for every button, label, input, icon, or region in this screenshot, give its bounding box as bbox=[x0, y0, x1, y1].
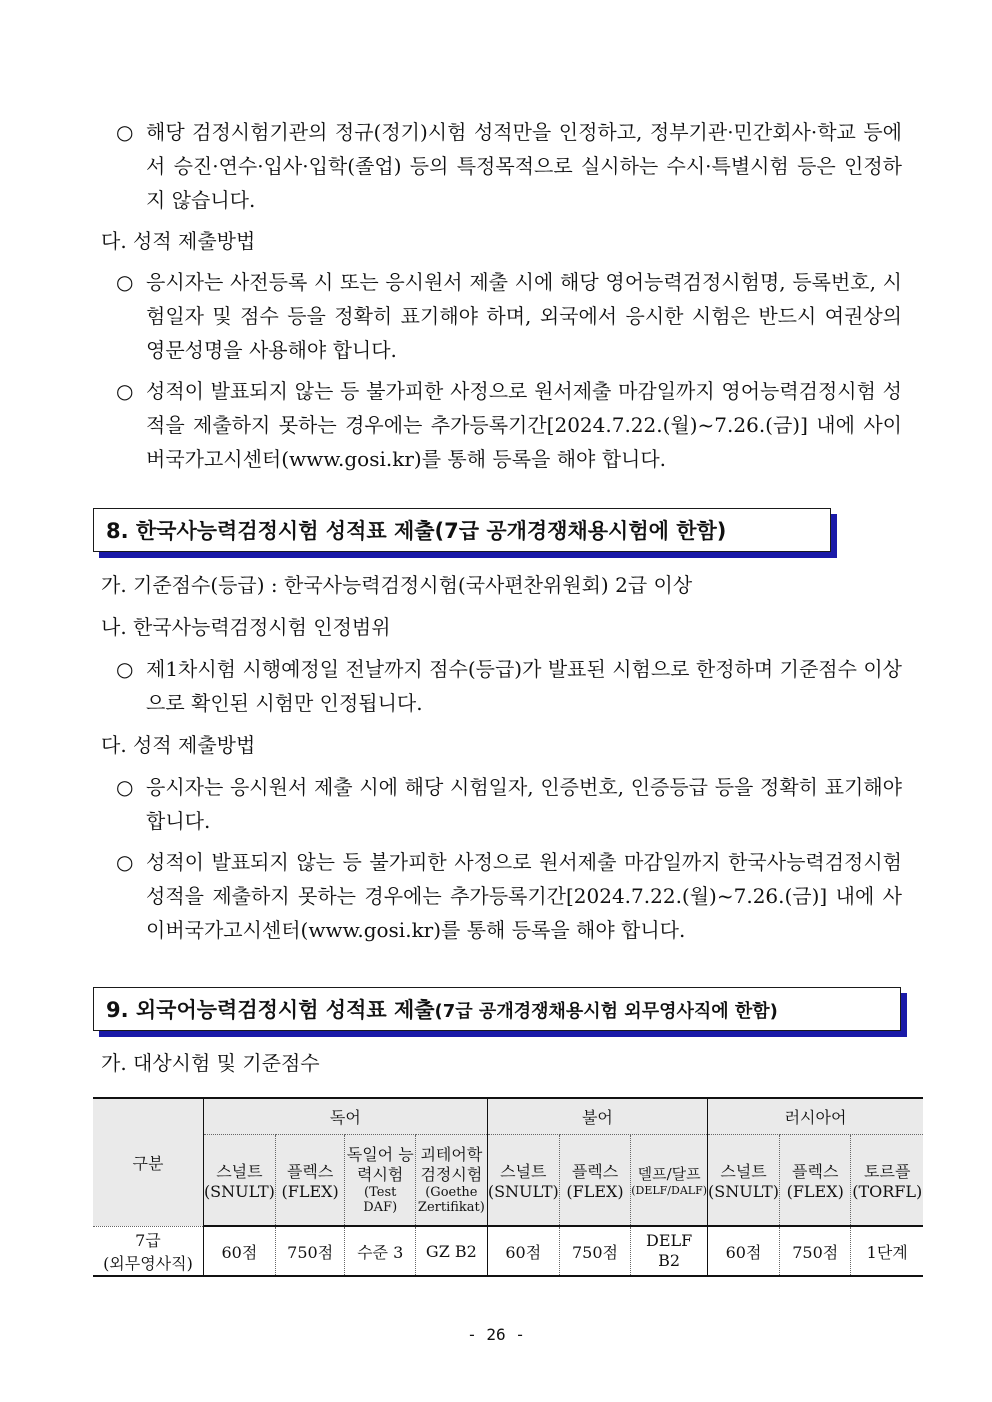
test-header-cell: 스널트 (SNULT) bbox=[203, 1134, 275, 1226]
score-cell: 750점 bbox=[275, 1226, 345, 1276]
score-cell: 1단계 bbox=[851, 1226, 923, 1276]
bullet-icon: ○ bbox=[116, 657, 134, 681]
page-number: - 26 - bbox=[467, 1325, 525, 1344]
bullet-icon: ○ bbox=[116, 775, 134, 799]
score-cell: 750점 bbox=[559, 1226, 630, 1276]
subheading-submission-method: 다. 성적 제출방법 bbox=[101, 229, 256, 253]
group-header-german: 독어 bbox=[203, 1098, 487, 1134]
bullet-icon: ○ bbox=[116, 850, 134, 874]
sec8-standard-score: 가. 기준점수(등급) : 한국사능력검정시험(국사편찬위원회) 2급 이상 bbox=[101, 573, 693, 597]
row-label-cell: 7급 (외무영사직) bbox=[93, 1226, 203, 1276]
score-cell: 60점 bbox=[708, 1226, 780, 1276]
score-cell: 60점 bbox=[487, 1226, 559, 1276]
score-cell: DELF B2 bbox=[631, 1226, 708, 1276]
bullet-icon: ○ bbox=[116, 270, 134, 294]
test-header-cell: 플렉스 (FLEX) bbox=[780, 1134, 851, 1226]
bullet-icon: ○ bbox=[116, 120, 134, 144]
sec9-target-exams: 가. 대상시험 및 기준점수 bbox=[101, 1051, 320, 1075]
score-cell: GZ B2 bbox=[415, 1226, 487, 1276]
test-header-cell: 플렉스 (FLEX) bbox=[275, 1134, 345, 1226]
test-header-cell: 독일어 능력시험 (Test DAF) bbox=[345, 1134, 416, 1226]
test-header-cell: 델프/달프 (DELF/DALF) bbox=[631, 1134, 708, 1226]
section-8-heading: 8. 한국사능력검정시험 성적표 제출(7급 공개경쟁채용시험에 한함) bbox=[93, 508, 831, 552]
table-corner-cell: 구분 bbox=[93, 1098, 203, 1226]
sec8-submission-note-1: ○ 응시자는 응시원서 제출 시에 해당 시험일자, 인증번호, 인증등급 등을 정확히 표기해야 합니다. bbox=[146, 770, 902, 838]
section-9-heading: 9. 외국어능력검정시험 성적표 제출(7급 공개경쟁채용시험 외무영사직에 한함) bbox=[93, 987, 901, 1031]
test-header-cell: 스널트 (SNULT) bbox=[487, 1134, 559, 1226]
sec8-recognition-scope: 나. 한국사능력검정시험 인정범위 bbox=[101, 615, 391, 639]
sec8-submission-method: 다. 성적 제출방법 bbox=[101, 733, 256, 757]
test-header-cell: 괴테어학 검정시험 (Goethe Zertifikat) bbox=[415, 1134, 487, 1226]
score-cell: 수준 3 bbox=[345, 1226, 416, 1276]
foreign-language-score-table bbox=[93, 1097, 923, 1277]
test-header-cell: 플렉스 (FLEX) bbox=[559, 1134, 630, 1226]
exam-recognition-note: ○ 해당 검정시험기관의 정규(정기)시험 성적만을 인정하고, 정부기관·민간회사·학교 등에서 승진·연수·입사·입학(졸업) 등의 특정목적으로 실시하는 수시·특별시험 등은 인정하지 않습니다. bbox=[146, 115, 902, 217]
group-header-russian: 러시아어 bbox=[708, 1098, 923, 1134]
sec8-scope-note: ○ 제1차시험 시행예정일 전날까지 점수(등급)가 발표된 시험으로 한정하며 기준점수 이상으로 확인된 시험만 인정됩니다. bbox=[146, 652, 902, 720]
test-header-cell: 토르플 (TORFL) bbox=[851, 1134, 923, 1226]
bullet-icon: ○ bbox=[116, 379, 134, 403]
test-header-cell: 스널트 (SNULT) bbox=[708, 1134, 780, 1226]
score-cell: 750점 bbox=[780, 1226, 851, 1276]
group-header-french: 불어 bbox=[487, 1098, 707, 1134]
english-submission-note-1: ○ 응시자는 사전등록 시 또는 응시원서 제출 시에 해당 영어능력검정시험명, 등록번호, 시험일자 및 점수 등을 정확히 표기해야 하며, 외국에서 응시한 시험은 반드시 여권상의 영문성명을 사용해야 합니다. bbox=[146, 265, 902, 367]
english-submission-note-2: ○ 성적이 발표되지 않는 등 불가피한 사정으로 원서제출 마감일까지 영어능력검정시험 성적을 제출하지 못하는 경우에는 추가등록기간[2024.7.22.(월)~7.26.(금)] 내에 사이버국가고시센터(www.gosi.kr)를 통해 등록을 해야 합니다. bbox=[146, 374, 902, 476]
sec8-submission-note-2: ○ 성적이 발표되지 않는 등 불가피한 사정으로 원서제출 마감일까지 한국사능력검정시험 성적을 제출하지 못하는 경우에는 추가등록기간[2024.7.22.(월)~7.26.(금)] 내에 사이버국가고시센터(www.gosi.kr)를 통해 등록을 해야 합니다. bbox=[146, 845, 902, 947]
score-cell: 60점 bbox=[203, 1226, 275, 1276]
